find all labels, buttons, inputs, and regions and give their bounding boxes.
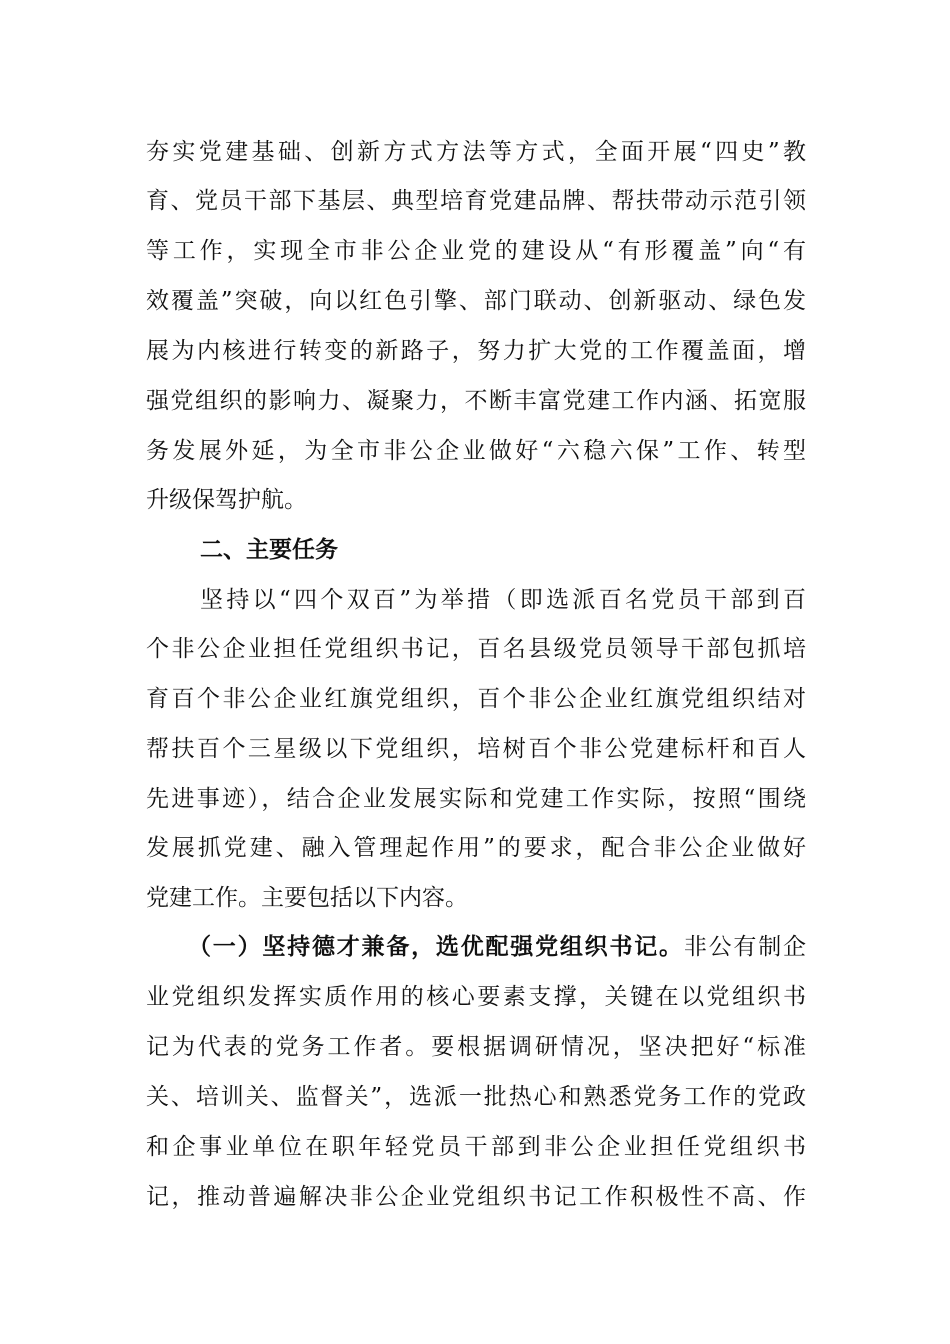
paragraph-line: 效覆盖”突破，向以红色引擎、部门联动、创新驱动、绿色发 (146, 288, 806, 314)
paragraph-line: 夯实党建基础、创新方式方法等方式，全面开展“四史”教 (146, 139, 806, 165)
paragraph-line: 党建工作。主要包括以下内容。 (146, 885, 468, 911)
paragraph-line: 升级保驾护航。 (146, 487, 307, 513)
paragraph-line: 关、培训关、监督关”，选派一批热心和熟悉党务工作的党政 (146, 1084, 806, 1110)
section-heading: 二、主要任务 (200, 537, 338, 563)
paragraph-line: 育百个非公企业红旗党组织，百个非公企业红旗党组织结对 (146, 686, 806, 712)
paragraph-line: 业党组织发挥实质作用的核心要素支撑，关键在以党组织书 (146, 984, 806, 1010)
paragraph-line: 记，推动普遍解决非公企业党组织书记工作积极性不高、作 (146, 1184, 806, 1210)
paragraph-line: 展为内核进行转变的新路子，努力扩大党的工作覆盖面，增 (146, 338, 806, 364)
subsection-heading: （一）坚持德才兼备，选优配强党组织书记。 (188, 934, 684, 960)
paragraph-line: 帮扶百个三星级以下党组织，培树百个非公党建标杆和百人 (146, 736, 806, 762)
paragraph-line: 发展抓党建、融入管理起作用”的要求，配合非公企业做好 (146, 835, 806, 861)
paragraph-line: 育、党员干部下基层、典型培育党建品牌、帮扶带动示范引领 (146, 188, 806, 214)
paragraph-line: 务发展外延，为全市非公企业做好“六稳六保”工作、转型 (146, 438, 806, 464)
paragraph-line: 坚持以“四个双百”为举措（即选派百名党员干部到百 (200, 587, 806, 613)
paragraph-line: 等工作，实现全市非公企业党的建设从“有形覆盖”向“有 (146, 238, 806, 264)
paragraph-first-line (188, 932, 806, 962)
paragraph-line: 强党组织的影响力、凝聚力，不断丰富党建工作内涵、拓宽服 (146, 388, 806, 414)
paragraph-line: 记为代表的党务工作者。要根据调研情况，坚决把好“标准 (146, 1034, 806, 1060)
paragraph-line: 先进事迹），结合企业发展实际和党建工作实际，按照“围绕 (146, 786, 806, 812)
paragraph-text: 非公有制企 (683, 934, 806, 960)
paragraph-line: 和企事业单位在职年轻党员干部到非公企业担任党组织书 (146, 1134, 806, 1160)
paragraph-line: 个非公企业担任党组织书记，百名县级党员领导干部包抓培 (146, 636, 806, 662)
